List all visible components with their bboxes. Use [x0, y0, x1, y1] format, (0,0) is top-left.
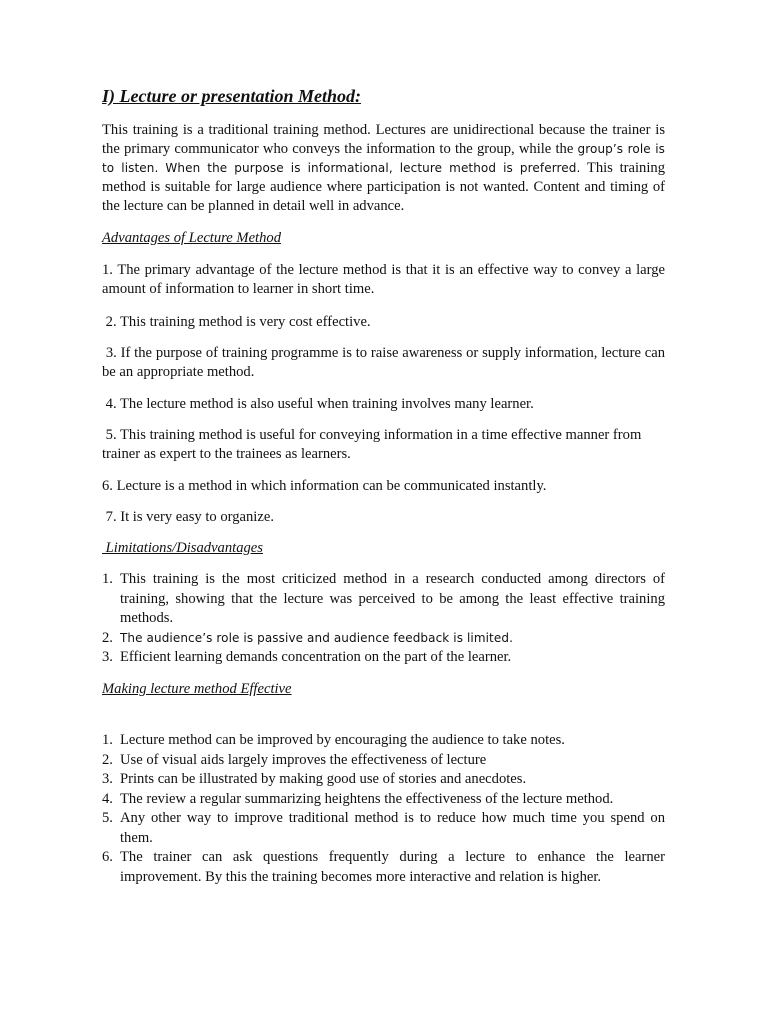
list-item [102, 648, 665, 668]
list-item [102, 848, 665, 887]
list-text: This training is the most criticized method in a research conducted among directors of training, showing that the lecture was perceived to be among the least effective training methods. [120, 571, 665, 626]
list-number: 2. [102, 629, 113, 646]
effective-list [102, 731, 665, 887]
list-number: 1. [102, 571, 113, 587]
list-item [102, 751, 665, 771]
list-number: 6. [102, 849, 113, 865]
advantage-item-4: 4. The lecture method is also useful when training involves many learner. [102, 396, 534, 412]
advantage-item-6: 6. Lecture is a method in which information can be communicated instantly. [102, 478, 547, 494]
section-title: I) Lecture or presentation Method: [102, 86, 361, 106]
list-text: Any other way to improve traditional method is to reduce how much time you spend on them. [120, 810, 665, 846]
intro-text-2: group’s role is to listen. When the purpose is informational, lecture method is preferred. [102, 142, 665, 175]
list-number: 5. [102, 810, 113, 826]
advantage-item-3: 3. If the purpose of training programme is to raise awareness or supply information, lecture can be an appropriate method. [102, 345, 669, 380]
effective-heading: Making lecture method Effective [102, 681, 292, 697]
limitations-heading: Limitations/Disadvantages [102, 540, 263, 556]
intro-text-1: This training is a traditional training method. Lectures are unidirectional because the trainer is the primary communicator who conveys the information to the group, while the [102, 122, 665, 157]
list-text: Use of visual aids largely improves the effectiveness of lecture [120, 751, 487, 768]
list-text: The audience’s role is passive and audience feedback is limited. [120, 630, 513, 645]
list-item [102, 731, 665, 751]
list-item [102, 809, 665, 848]
list-item [102, 770, 665, 790]
list-text: Efficient learning demands concentration on the part of the learner. [120, 649, 512, 665]
advantages-heading: Advantages of Lecture Method [102, 230, 282, 246]
list-item [102, 570, 665, 629]
intro-paragraph [102, 121, 665, 216]
advantage-item-7: 7. It is very easy to organize. [102, 509, 274, 525]
list-number: 2. [102, 751, 113, 768]
list-number: 1. [102, 732, 113, 748]
list-text: The trainer can ask questions frequently during a lecture to enhance the learner improvement. By this the training becomes more interactive and relation is higher. [120, 849, 665, 885]
list-text: The review a regular summarizing heightens the effectiveness of the lecture method. [120, 790, 614, 807]
list-number: 4. [102, 790, 113, 807]
advantage-item-2: 2. This training method is very cost effective. [102, 314, 371, 330]
list-text: Prints can be illustrated by making good use of stories and anecdotes. [120, 771, 527, 787]
advantage-item-5: 5. This training method is useful for conveying information in a time effective manner from trainer as expert to the trainees as learners. [102, 427, 645, 462]
list-number: 3. [102, 771, 113, 787]
list-item [102, 629, 665, 649]
list-text: Lecture method can be improved by encouraging the audience to take notes. [120, 732, 565, 748]
list-number: 3. [102, 649, 113, 665]
intro-text-3: This training method is suitable for large audience where participation is not wanted. Content and timing of the lecture can be planned in detail well in advance. [102, 160, 665, 214]
list-item [102, 790, 665, 810]
limitations-list [102, 570, 665, 668]
advantage-item-1: 1. The primary advantage of the lecture method is that it is an effective way to convey a large amount of information to learner in short time. [102, 262, 665, 297]
